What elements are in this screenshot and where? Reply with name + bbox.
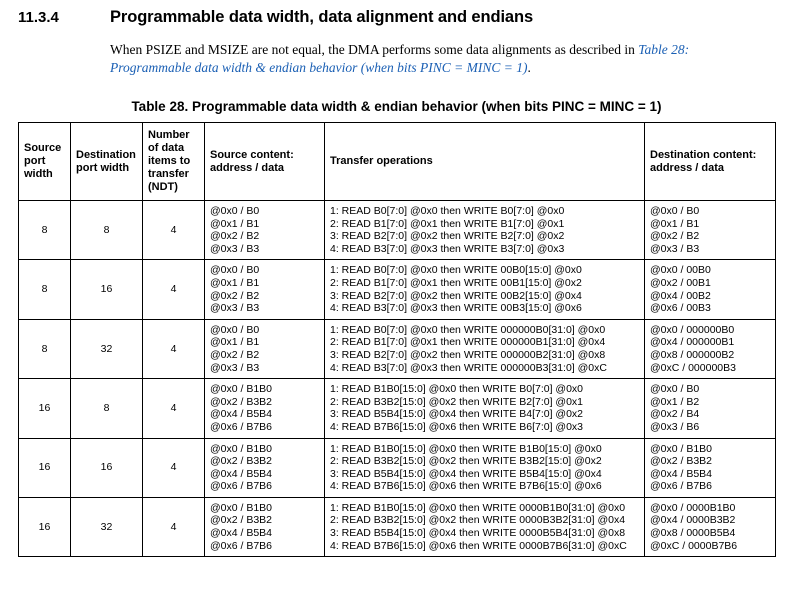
column-header-transfer-operations: Transfer operations xyxy=(325,123,645,201)
cell-destination-content xyxy=(645,497,776,556)
cell-line: @0x0 / 00B0 xyxy=(650,264,711,277)
cell-line: @0x0 / B0 xyxy=(210,323,260,336)
cell-line: @0x4 / 0000B3B2 xyxy=(650,514,736,527)
cell-line: @0x0 / B1B0 xyxy=(210,383,273,396)
cell-line: @0x3 / B3 xyxy=(210,361,260,374)
column-header-destination-content: Destination content: address / data xyxy=(645,123,776,201)
cell-line: @0x6 / B7B6 xyxy=(210,480,273,493)
cell-line: @0x0 / B1B0 xyxy=(650,442,713,455)
cell-ndt xyxy=(143,201,205,260)
cell-line: @0x3 / B3 xyxy=(210,302,260,315)
cell-line: 1: READ B0[7:0] @0x0 then WRITE 000000B0[31:0] @0x0 xyxy=(330,323,606,336)
intro-text-after: . xyxy=(527,60,531,75)
cell-line: @0x6 / B7B6 xyxy=(210,420,273,433)
cell-source-content xyxy=(205,260,325,319)
cell-source-content xyxy=(205,319,325,378)
cell-line: 3: READ B5B4[15:0] @0x4 then WRITE 0000B5B4[31:0] @0x8 xyxy=(330,527,626,540)
cell-line: @0x8 / 0000B5B4 xyxy=(650,527,736,540)
cell-line: 32 xyxy=(100,342,113,355)
cell-line: @0x6 / B7B6 xyxy=(650,480,713,493)
cell-source-port-width xyxy=(19,438,71,497)
cell-destination-content xyxy=(645,379,776,438)
cell-line: @0x3 / B3 xyxy=(210,242,260,255)
cell-transfer-operations xyxy=(325,201,645,260)
cell-line: 1: READ B1B0[15:0] @0x0 then WRITE B0[7:0] @0x0 xyxy=(330,383,584,396)
cell-line: 2: READ B3B2[15:0] @0x2 then WRITE B2[7:0] @0x1 xyxy=(330,395,584,408)
cell-line: @0x1 / B2 xyxy=(650,395,700,408)
cell-line: 2: READ B1[7:0] @0x1 then WRITE B1[7:0] @0x1 xyxy=(330,217,565,230)
cell-line: @0x2 / B3B2 xyxy=(210,395,273,408)
cell-line: 1: READ B0[7:0] @0x0 then WRITE 00B0[15:0] @0x0 xyxy=(330,264,582,277)
table-cross-reference-link[interactable]: Table 28: Programmable data width & endian behavior (when bits PINC = MINC = 1) xyxy=(110,42,690,75)
table-row xyxy=(19,260,776,319)
cell-transfer-operations xyxy=(325,260,645,319)
cell-line: @0xC / 0000B7B6 xyxy=(650,539,738,552)
cell-line: @0x2 / 00B1 xyxy=(650,276,711,289)
cell-source-content xyxy=(205,379,325,438)
cell-line: @0x2 / B2 xyxy=(210,348,260,361)
column-header-source-port-width: Source port width xyxy=(19,123,71,201)
cell-source-content xyxy=(205,438,325,497)
cell-destination-port-width xyxy=(71,379,143,438)
cell-line: 4: READ B3[7:0] @0x3 then WRITE 00B3[15:0] @0x6 xyxy=(330,302,582,315)
cell-line: 16 xyxy=(38,461,51,474)
cell-line: @0x2 / B3B2 xyxy=(210,514,273,527)
cell-source-content xyxy=(205,201,325,260)
cell-line: 1: READ B1B0[15:0] @0x0 then WRITE 0000B1B0[31:0] @0x0 xyxy=(330,501,626,514)
cell-line: 8 xyxy=(41,283,48,296)
cell-destination-port-width xyxy=(71,497,143,556)
cell-source-content xyxy=(205,497,325,556)
cell-line: @0x2 / B2 xyxy=(650,230,700,243)
cell-line: 2: READ B1[7:0] @0x1 then WRITE 00B1[15:0] @0x2 xyxy=(330,276,582,289)
cell-destination-port-width xyxy=(71,438,143,497)
cell-line: @0x3 / B6 xyxy=(650,420,700,433)
cell-line: 4 xyxy=(170,223,177,236)
cell-transfer-operations xyxy=(325,319,645,378)
table-row xyxy=(19,438,776,497)
cell-line: 3: READ B5B4[15:0] @0x4 then WRITE B4[7:0] @0x2 xyxy=(330,408,584,421)
cell-line: 8 xyxy=(41,223,48,236)
cell-line: @0x0 / B0 xyxy=(210,264,260,277)
cell-line: 2: READ B3B2[15:0] @0x2 then WRITE B3B2[15:0] @0x2 xyxy=(330,455,602,468)
cell-line: 2: READ B3B2[15:0] @0x2 then WRITE 0000B3B2[31:0] @0x4 xyxy=(330,514,626,527)
cell-line: 32 xyxy=(100,520,113,533)
cell-line: 4 xyxy=(170,283,177,296)
cell-line: 4: READ B3[7:0] @0x3 then WRITE B3[7:0] @0x3 xyxy=(330,242,565,255)
cell-line: @0x2 / B4 xyxy=(650,408,700,421)
cell-line: 8 xyxy=(103,402,110,415)
cell-line: @0x2 / B3B2 xyxy=(210,455,273,468)
cell-line: 16 xyxy=(38,402,51,415)
table-row xyxy=(19,319,776,378)
section-number: 11.3.4 xyxy=(18,9,59,26)
cell-destination-content xyxy=(645,438,776,497)
cell-line: @0x3 / B3 xyxy=(650,242,700,255)
cell-line: @0x4 / B5B4 xyxy=(210,408,273,421)
cell-ndt xyxy=(143,260,205,319)
cell-line: @0x4 / 000000B1 xyxy=(650,336,735,349)
cell-line: 4 xyxy=(170,461,177,474)
cell-line: @0xC / 000000B3 xyxy=(650,361,736,374)
cell-line: 8 xyxy=(103,223,110,236)
column-header-destination-port-width: Destination port width xyxy=(71,123,143,201)
cell-line: 8 xyxy=(41,342,48,355)
cell-line: @0x6 / 00B3 xyxy=(650,302,711,315)
table-row xyxy=(19,379,776,438)
cell-destination-port-width xyxy=(71,319,143,378)
cell-transfer-operations xyxy=(325,438,645,497)
cell-line: @0x1 / B1 xyxy=(210,217,260,230)
cell-ndt xyxy=(143,438,205,497)
table-body xyxy=(19,201,776,557)
column-header-ndt: Number of data items to transfer (NDT) xyxy=(143,123,205,201)
cell-line: @0x0 / 000000B0 xyxy=(650,323,735,336)
table-header-row xyxy=(19,123,776,201)
column-header-source-content: Source content: address / data xyxy=(205,123,325,201)
cell-line: @0x1 / B1 xyxy=(210,276,260,289)
table-caption: Table 28. Programmable data width & endian behavior (when bits PINC = MINC = 1) xyxy=(131,99,662,114)
cell-line: @0x0 / B1B0 xyxy=(210,501,273,514)
dma-width-table xyxy=(18,122,776,557)
cell-line: @0x4 / B5B4 xyxy=(650,467,713,480)
cell-line: @0x2 / B2 xyxy=(210,230,260,243)
cell-line: @0x0 / B1B0 xyxy=(210,442,273,455)
cell-line: @0x0 / B0 xyxy=(650,383,700,396)
cell-destination-content xyxy=(645,201,776,260)
cell-destination-content xyxy=(645,319,776,378)
cell-line: 3: READ B2[7:0] @0x2 then WRITE 00B2[15:0] @0x4 xyxy=(330,289,582,302)
cell-line: @0x4 / B5B4 xyxy=(210,527,273,540)
cell-line: 4: READ B7B6[15:0] @0x6 then WRITE 0000B7B6[31:0] @0xC xyxy=(330,539,627,552)
intro-text-before: When PSIZE and MSIZE are not equal, the DMA performs some data alignments as described in xyxy=(110,42,639,57)
cell-line: 4 xyxy=(170,402,177,415)
cell-destination-content xyxy=(645,260,776,319)
cell-line: 4 xyxy=(170,520,177,533)
cell-ndt xyxy=(143,497,205,556)
cell-line: 16 xyxy=(100,283,113,296)
cell-line: @0x0 / B0 xyxy=(210,205,260,217)
cell-source-port-width xyxy=(19,497,71,556)
cell-line: 4: READ B7B6[15:0] @0x6 then WRITE B7B6[15:0] @0x6 xyxy=(330,480,602,493)
cell-line: @0x1 / B1 xyxy=(650,217,700,230)
cell-line: @0x4 / 00B2 xyxy=(650,289,711,302)
cell-line: @0x2 / B3B2 xyxy=(650,455,713,468)
cell-line: @0x2 / B2 xyxy=(210,289,260,302)
cell-ndt xyxy=(143,379,205,438)
cell-line: @0x6 / B7B6 xyxy=(210,539,273,552)
cell-line: @0x0 / B0 xyxy=(650,205,700,217)
cell-destination-port-width xyxy=(71,260,143,319)
table-row xyxy=(19,201,776,260)
cell-line: @0x0 / 0000B1B0 xyxy=(650,501,736,514)
cell-transfer-operations xyxy=(325,497,645,556)
cell-source-port-width xyxy=(19,319,71,378)
cell-source-port-width xyxy=(19,201,71,260)
cell-transfer-operations xyxy=(325,379,645,438)
section-heading xyxy=(18,0,775,27)
cell-line: 3: READ B2[7:0] @0x2 then WRITE 000000B2[31:0] @0x8 xyxy=(330,348,606,361)
intro-paragraph xyxy=(110,41,710,77)
cell-line: 16 xyxy=(100,461,113,474)
cell-line: 4 xyxy=(170,342,177,355)
cell-line: 3: READ B5B4[15:0] @0x4 then WRITE B5B4[15:0] @0x4 xyxy=(330,467,602,480)
cell-destination-port-width xyxy=(71,201,143,260)
cell-line: 1: READ B1B0[15:0] @0x0 then WRITE B1B0[15:0] @0x0 xyxy=(330,442,602,455)
page-title: Programmable data width, data alignment and endians xyxy=(110,8,534,26)
table-row xyxy=(19,497,776,556)
cell-line: 16 xyxy=(38,520,51,533)
cell-ndt xyxy=(143,319,205,378)
cell-line: 2: READ B1[7:0] @0x1 then WRITE 000000B1[31:0] @0x4 xyxy=(330,336,606,349)
cell-line: @0x8 / 000000B2 xyxy=(650,348,735,361)
cell-line: 4: READ B3[7:0] @0x3 then WRITE 000000B3[31:0] @0xC xyxy=(330,361,607,374)
cell-source-port-width xyxy=(19,379,71,438)
cell-line: @0x1 / B1 xyxy=(210,336,260,349)
cell-source-port-width xyxy=(19,260,71,319)
cell-line: 4: READ B7B6[15:0] @0x6 then WRITE B6[7:0] @0x3 xyxy=(330,420,584,433)
cell-line: @0x4 / B5B4 xyxy=(210,467,273,480)
cell-line: 3: READ B2[7:0] @0x2 then WRITE B2[7:0] @0x2 xyxy=(330,230,565,243)
cell-line: 1: READ B0[7:0] @0x0 then WRITE B0[7:0] @0x0 xyxy=(330,205,565,217)
